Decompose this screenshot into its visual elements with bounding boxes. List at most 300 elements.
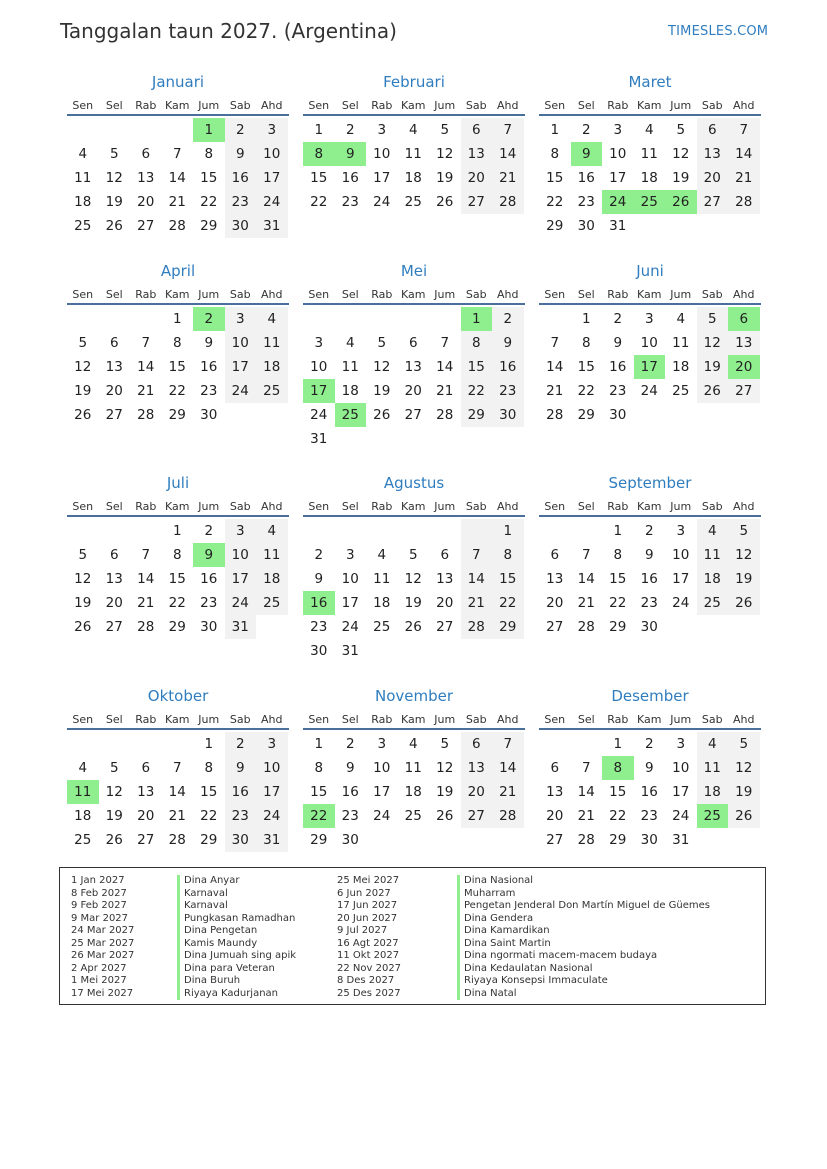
day-cell: 19	[672, 170, 690, 186]
day-cell: 2	[644, 736, 654, 752]
day-cell: 7	[172, 760, 182, 776]
day-cell: 25	[697, 591, 729, 615]
holiday-date: 22 Nov 2027	[337, 962, 402, 974]
day-cell: 18	[697, 567, 729, 591]
weekday-label: Kam	[165, 500, 190, 513]
day-cell: 1	[204, 736, 214, 752]
day-cell: 17	[256, 780, 288, 804]
page-title: Tanggalan taun 2027. (Argentina)	[60, 19, 397, 43]
day-cell: 17	[373, 170, 391, 186]
month-oktober	[67, 686, 289, 852]
weekday-header	[303, 710, 525, 730]
empty-cell	[335, 427, 367, 451]
weekday-label: Sab	[701, 500, 723, 513]
day-cell: 24	[225, 379, 257, 403]
weekday-header	[303, 96, 525, 116]
month-name: Februari	[383, 73, 445, 91]
weekday-label: Sen	[544, 713, 566, 726]
holiday-name: Dina Buruh	[177, 975, 296, 988]
weekday-label: Sab	[229, 99, 251, 112]
day-cell: 8	[303, 142, 335, 166]
day-cell: 26	[728, 804, 760, 828]
day-cell: 9	[644, 547, 654, 563]
day-cell: 12	[105, 784, 123, 800]
weekday-label: Rab	[371, 500, 393, 513]
holiday-date: 1 Mei 2027	[71, 975, 127, 986]
day-cell: 26	[74, 619, 92, 635]
weekday-header	[67, 497, 289, 517]
empty-cell	[366, 639, 398, 663]
day-cell: 23	[341, 194, 359, 210]
day-cell: 24	[672, 595, 690, 611]
day-cell: 4	[676, 311, 686, 327]
day-cell: 20	[105, 595, 123, 611]
day-cell: 30	[577, 218, 595, 234]
holiday-date: 9 Mar 2027	[71, 912, 129, 924]
day-cell: 28	[137, 407, 155, 423]
day-cell: 9	[225, 142, 257, 166]
day-cell: 11	[697, 543, 729, 567]
weekday-label: Kam	[637, 500, 662, 513]
holiday-date: 8 Feb 2027	[71, 887, 127, 899]
day-cell: 16	[492, 355, 524, 379]
day-cell: 26	[436, 194, 454, 210]
holiday-date: 25 Mei 2027	[337, 875, 400, 886]
day-cell: 12	[74, 359, 92, 375]
day-cell: 6	[109, 335, 119, 351]
day-cell: 6	[697, 118, 729, 142]
empty-cell	[256, 403, 288, 427]
holiday-date: 24 Mar 2027	[71, 925, 135, 936]
empty-cell	[162, 118, 194, 142]
day-cell: 26	[697, 379, 729, 403]
day-cell: 1	[581, 311, 591, 327]
day-cell: 22	[609, 595, 627, 611]
weekday-label: Sab	[465, 288, 487, 301]
day-cell: 27	[436, 619, 454, 635]
weekday-label: Sen	[308, 713, 330, 726]
day-cell: 1	[492, 519, 524, 543]
day-cell: 4	[78, 760, 88, 776]
day-cell: 1	[461, 307, 493, 331]
day-cell: 8	[172, 547, 182, 563]
empty-cell	[99, 732, 131, 756]
day-cell: 21	[137, 595, 155, 611]
day-cell: 30	[225, 828, 257, 852]
weekday-label: Sen	[308, 288, 330, 301]
weekday-label: Jum	[198, 500, 220, 513]
day-cell: 23	[310, 619, 328, 635]
day-cell: 25	[256, 379, 288, 403]
day-cell: 19	[697, 355, 729, 379]
day-cell: 9	[492, 331, 524, 355]
day-cell: 5	[676, 122, 686, 138]
weekday-label: Kam	[637, 713, 662, 726]
day-cell: 21	[461, 591, 493, 615]
day-cell: 10	[672, 547, 690, 563]
day-cell: 5	[697, 307, 729, 331]
day-cell: 5	[408, 547, 418, 563]
month-name: November	[374, 687, 454, 705]
empty-cell	[571, 519, 603, 543]
month-name: September	[608, 474, 692, 492]
day-cell: 6	[141, 760, 151, 776]
weekday-label: Kam	[165, 713, 190, 726]
day-cell: 6	[728, 307, 760, 331]
day-cell: 22	[303, 804, 335, 828]
weekday-label: Jum	[670, 288, 692, 301]
empty-cell	[67, 307, 99, 331]
day-cell: 13	[436, 571, 454, 587]
day-cell: 23	[577, 194, 595, 210]
day-cell: 20	[105, 383, 123, 399]
weekday-label: Rab	[371, 713, 393, 726]
empty-cell	[398, 307, 430, 331]
day-cell: 27	[137, 832, 155, 848]
day-cell: 9	[613, 335, 623, 351]
day-cell: 16	[341, 170, 359, 186]
day-cell: 20	[461, 166, 493, 190]
weekday-label: Sab	[229, 288, 251, 301]
day-cell: 12	[697, 331, 729, 355]
empty-cell	[130, 519, 162, 543]
holiday-name: Dina ngormati macem-macem budaya	[457, 950, 710, 963]
day-cell: 1	[172, 523, 182, 539]
day-cell: 3	[225, 307, 257, 331]
empty-cell	[429, 427, 461, 451]
day-cell: 12	[373, 359, 391, 375]
weekday-label: Ahd	[261, 99, 283, 112]
month-september	[539, 473, 761, 639]
day-cell: 12	[436, 760, 454, 776]
day-cell: 13	[404, 359, 422, 375]
day-grid	[67, 519, 289, 639]
day-cell: 2	[225, 118, 257, 142]
month-name: Juni	[636, 262, 664, 280]
day-cell: 29	[609, 832, 627, 848]
month-name: Oktober	[147, 687, 209, 705]
day-cell: 26	[665, 190, 697, 214]
weekday-label: Rab	[607, 288, 629, 301]
day-cell: 20	[461, 780, 493, 804]
weekday-label: Ahd	[261, 288, 283, 301]
day-cell: 5	[440, 736, 450, 752]
weekday-label: Sen	[544, 99, 566, 112]
day-cell: 5	[728, 519, 760, 543]
day-cell: 14	[492, 756, 524, 780]
holiday-name: Dina Saint Martin	[457, 938, 710, 951]
day-cell: 11	[256, 543, 288, 567]
empty-cell	[665, 615, 697, 639]
day-cell: 7	[492, 118, 524, 142]
day-cell: 20	[728, 355, 760, 379]
day-cell: 22	[168, 595, 186, 611]
day-cell: 17	[225, 567, 257, 591]
empty-cell	[429, 639, 461, 663]
holiday-names-right	[457, 875, 710, 1000]
weekday-label: Kam	[401, 500, 426, 513]
empty-cell	[130, 307, 162, 331]
day-cell: 18	[74, 808, 92, 824]
day-cell: 9	[571, 142, 603, 166]
brand-link[interactable]: TIMESLES.COM	[668, 24, 769, 39]
day-cell: 13	[137, 170, 155, 186]
day-cell: 12	[672, 146, 690, 162]
day-cell: 9	[314, 571, 324, 587]
holiday-date: 17 Jun 2027	[337, 900, 398, 911]
day-cell: 16	[200, 571, 218, 587]
day-cell: 11	[697, 756, 729, 780]
weekday-label: Ahd	[261, 500, 283, 513]
day-cell: 7	[461, 543, 493, 567]
day-cell: 30	[640, 619, 658, 635]
day-cell: 11	[640, 146, 658, 162]
day-cell: 24	[672, 808, 690, 824]
day-cell: 18	[404, 784, 422, 800]
day-cell: 18	[256, 567, 288, 591]
empty-cell	[429, 519, 461, 543]
weekday-label: Sel	[341, 500, 359, 513]
day-cell: 7	[728, 118, 760, 142]
day-cell: 21	[168, 194, 186, 210]
day-cell: 28	[461, 615, 493, 639]
day-cell: 18	[404, 170, 422, 186]
day-cell: 5	[78, 547, 88, 563]
day-cell: 1	[613, 736, 623, 752]
day-cell: 19	[105, 808, 123, 824]
day-cell: 8	[461, 331, 493, 355]
day-cell: 29	[310, 832, 328, 848]
empty-cell	[303, 307, 335, 331]
day-cell: 22	[609, 808, 627, 824]
day-cell: 6	[141, 146, 151, 162]
day-cell: 14	[168, 784, 186, 800]
weekday-label: Sab	[701, 713, 723, 726]
empty-cell	[492, 639, 524, 663]
day-cell: 26	[74, 407, 92, 423]
day-cell: 13	[137, 784, 155, 800]
weekday-label: Jum	[670, 713, 692, 726]
day-grid	[67, 307, 289, 427]
day-cell: 15	[168, 359, 186, 375]
month-januari	[67, 72, 289, 238]
day-cell: 3	[314, 335, 324, 351]
weekday-label: Sel	[105, 500, 123, 513]
holiday-dates-left	[71, 875, 134, 1000]
day-cell: 7	[550, 335, 560, 351]
day-cell: 4	[345, 335, 355, 351]
day-cell: 18	[640, 170, 658, 186]
day-cell: 17	[341, 595, 359, 611]
day-cell: 23	[492, 379, 524, 403]
day-cell: 21	[577, 808, 595, 824]
empty-cell	[130, 118, 162, 142]
day-grid	[303, 307, 525, 451]
day-cell: 22	[200, 194, 218, 210]
day-cell: 14	[492, 142, 524, 166]
day-cell: 15	[492, 567, 524, 591]
day-cell: 29	[546, 218, 564, 234]
day-cell: 11	[672, 335, 690, 351]
weekday-header	[539, 285, 761, 305]
day-cell: 19	[728, 780, 760, 804]
day-cell: 25	[74, 832, 92, 848]
weekday-label: Sel	[577, 500, 595, 513]
day-cell: 28	[436, 407, 454, 423]
day-grid	[67, 118, 289, 238]
weekday-label: Sen	[72, 99, 94, 112]
day-cell: 24	[225, 591, 257, 615]
day-cell: 25	[672, 383, 690, 399]
day-cell: 26	[728, 591, 760, 615]
day-cell: 8	[314, 760, 324, 776]
day-cell: 5	[109, 146, 119, 162]
weekday-label: Jum	[670, 99, 692, 112]
day-cell: 13	[461, 142, 493, 166]
day-cell: 19	[436, 170, 454, 186]
day-cell: 24	[373, 808, 391, 824]
weekday-label: Rab	[607, 500, 629, 513]
weekday-label: Ahd	[261, 713, 283, 726]
day-cell: 2	[613, 311, 623, 327]
day-cell: 29	[200, 218, 218, 234]
day-cell: 15	[310, 784, 328, 800]
holiday-date: 8 Des 2027	[337, 975, 395, 986]
day-cell: 15	[461, 355, 493, 379]
day-cell: 7	[581, 547, 591, 563]
holiday-name: Pengetan Jenderal Don Martín Miguel de Güemes	[457, 900, 710, 913]
holiday-name: Dina Gendera	[457, 913, 710, 926]
day-cell: 9	[225, 756, 257, 780]
holiday-name: Dina Anyar	[177, 875, 296, 888]
day-grid	[303, 118, 525, 214]
day-cell: 10	[256, 142, 288, 166]
day-cell: 10	[373, 146, 391, 162]
day-cell: 8	[204, 146, 214, 162]
day-cell: 19	[728, 567, 760, 591]
day-cell: 18	[341, 383, 359, 399]
day-cell: 6	[408, 335, 418, 351]
day-grid	[539, 732, 761, 852]
empty-cell	[697, 828, 729, 852]
day-cell: 4	[408, 736, 418, 752]
day-cell: 28	[492, 190, 524, 214]
weekday-label: Rab	[135, 500, 157, 513]
day-cell: 22	[461, 379, 493, 403]
day-cell: 20	[404, 383, 422, 399]
day-cell: 6	[461, 118, 493, 142]
day-cell: 23	[609, 383, 627, 399]
day-cell: 30	[640, 832, 658, 848]
weekday-label: Kam	[165, 99, 190, 112]
day-cell: 13	[461, 756, 493, 780]
weekday-label: Sen	[72, 713, 94, 726]
day-cell: 23	[640, 808, 658, 824]
month-desember	[539, 686, 761, 852]
day-cell: 27	[404, 407, 422, 423]
day-cell: 17	[672, 571, 690, 587]
weekday-label: Sel	[577, 288, 595, 301]
day-cell: 3	[256, 118, 288, 142]
day-cell: 15	[310, 170, 328, 186]
day-cell: 16	[640, 571, 658, 587]
weekday-label: Jum	[434, 288, 456, 301]
day-cell: 13	[105, 571, 123, 587]
day-cell: 2	[193, 307, 225, 331]
day-cell: 29	[461, 403, 493, 427]
month-name: April	[160, 262, 196, 280]
weekday-header	[67, 710, 289, 730]
empty-cell	[398, 519, 430, 543]
day-cell: 3	[644, 311, 654, 327]
empty-cell	[665, 403, 697, 427]
day-cell: 14	[137, 571, 155, 587]
day-cell: 3	[345, 547, 355, 563]
day-cell: 29	[168, 619, 186, 635]
weekday-label: Sel	[577, 713, 595, 726]
day-cell: 3	[225, 519, 257, 543]
day-cell: 14	[461, 567, 493, 591]
day-cell: 13	[105, 359, 123, 375]
day-cell: 10	[341, 571, 359, 587]
day-cell: 23	[200, 595, 218, 611]
day-cell: 2	[581, 122, 591, 138]
day-cell: 23	[640, 595, 658, 611]
day-cell: 20	[546, 808, 564, 824]
empty-cell	[728, 403, 760, 427]
day-cell: 24	[256, 804, 288, 828]
day-cell: 2	[225, 732, 257, 756]
day-cell: 20	[546, 595, 564, 611]
month-februari	[303, 72, 525, 214]
day-cell: 7	[141, 335, 151, 351]
day-cell: 12	[105, 170, 123, 186]
day-cell: 4	[256, 307, 288, 331]
empty-cell	[634, 403, 666, 427]
month-name: Juli	[166, 474, 190, 492]
empty-cell	[366, 519, 398, 543]
day-cell: 8	[581, 335, 591, 351]
day-cell: 13	[697, 142, 729, 166]
weekday-label: Sen	[308, 99, 330, 112]
weekday-label: Jum	[434, 500, 456, 513]
day-cell: 1	[314, 736, 324, 752]
day-cell: 24	[341, 619, 359, 635]
day-cell: 26	[105, 218, 123, 234]
weekday-label: Ahd	[733, 99, 755, 112]
day-cell: 11	[373, 571, 391, 587]
weekday-header	[303, 285, 525, 305]
day-cell: 1	[550, 122, 560, 138]
holiday-date: 1 Jan 2027	[71, 875, 125, 886]
day-cell: 3	[256, 732, 288, 756]
weekday-label: Sen	[72, 288, 94, 301]
day-cell: 7	[581, 760, 591, 776]
holiday-name: Dina Nasional	[457, 875, 710, 888]
day-cell: 8	[204, 760, 214, 776]
day-cell: 12	[728, 756, 760, 780]
empty-cell	[728, 214, 760, 238]
day-cell: 3	[676, 736, 686, 752]
day-cell: 22	[492, 591, 524, 615]
day-cell: 9	[335, 142, 367, 166]
empty-cell	[398, 427, 430, 451]
day-cell: 27	[105, 407, 123, 423]
day-cell: 28	[492, 804, 524, 828]
day-cell: 31	[256, 828, 288, 852]
day-grid	[67, 732, 289, 852]
day-cell: 19	[105, 194, 123, 210]
